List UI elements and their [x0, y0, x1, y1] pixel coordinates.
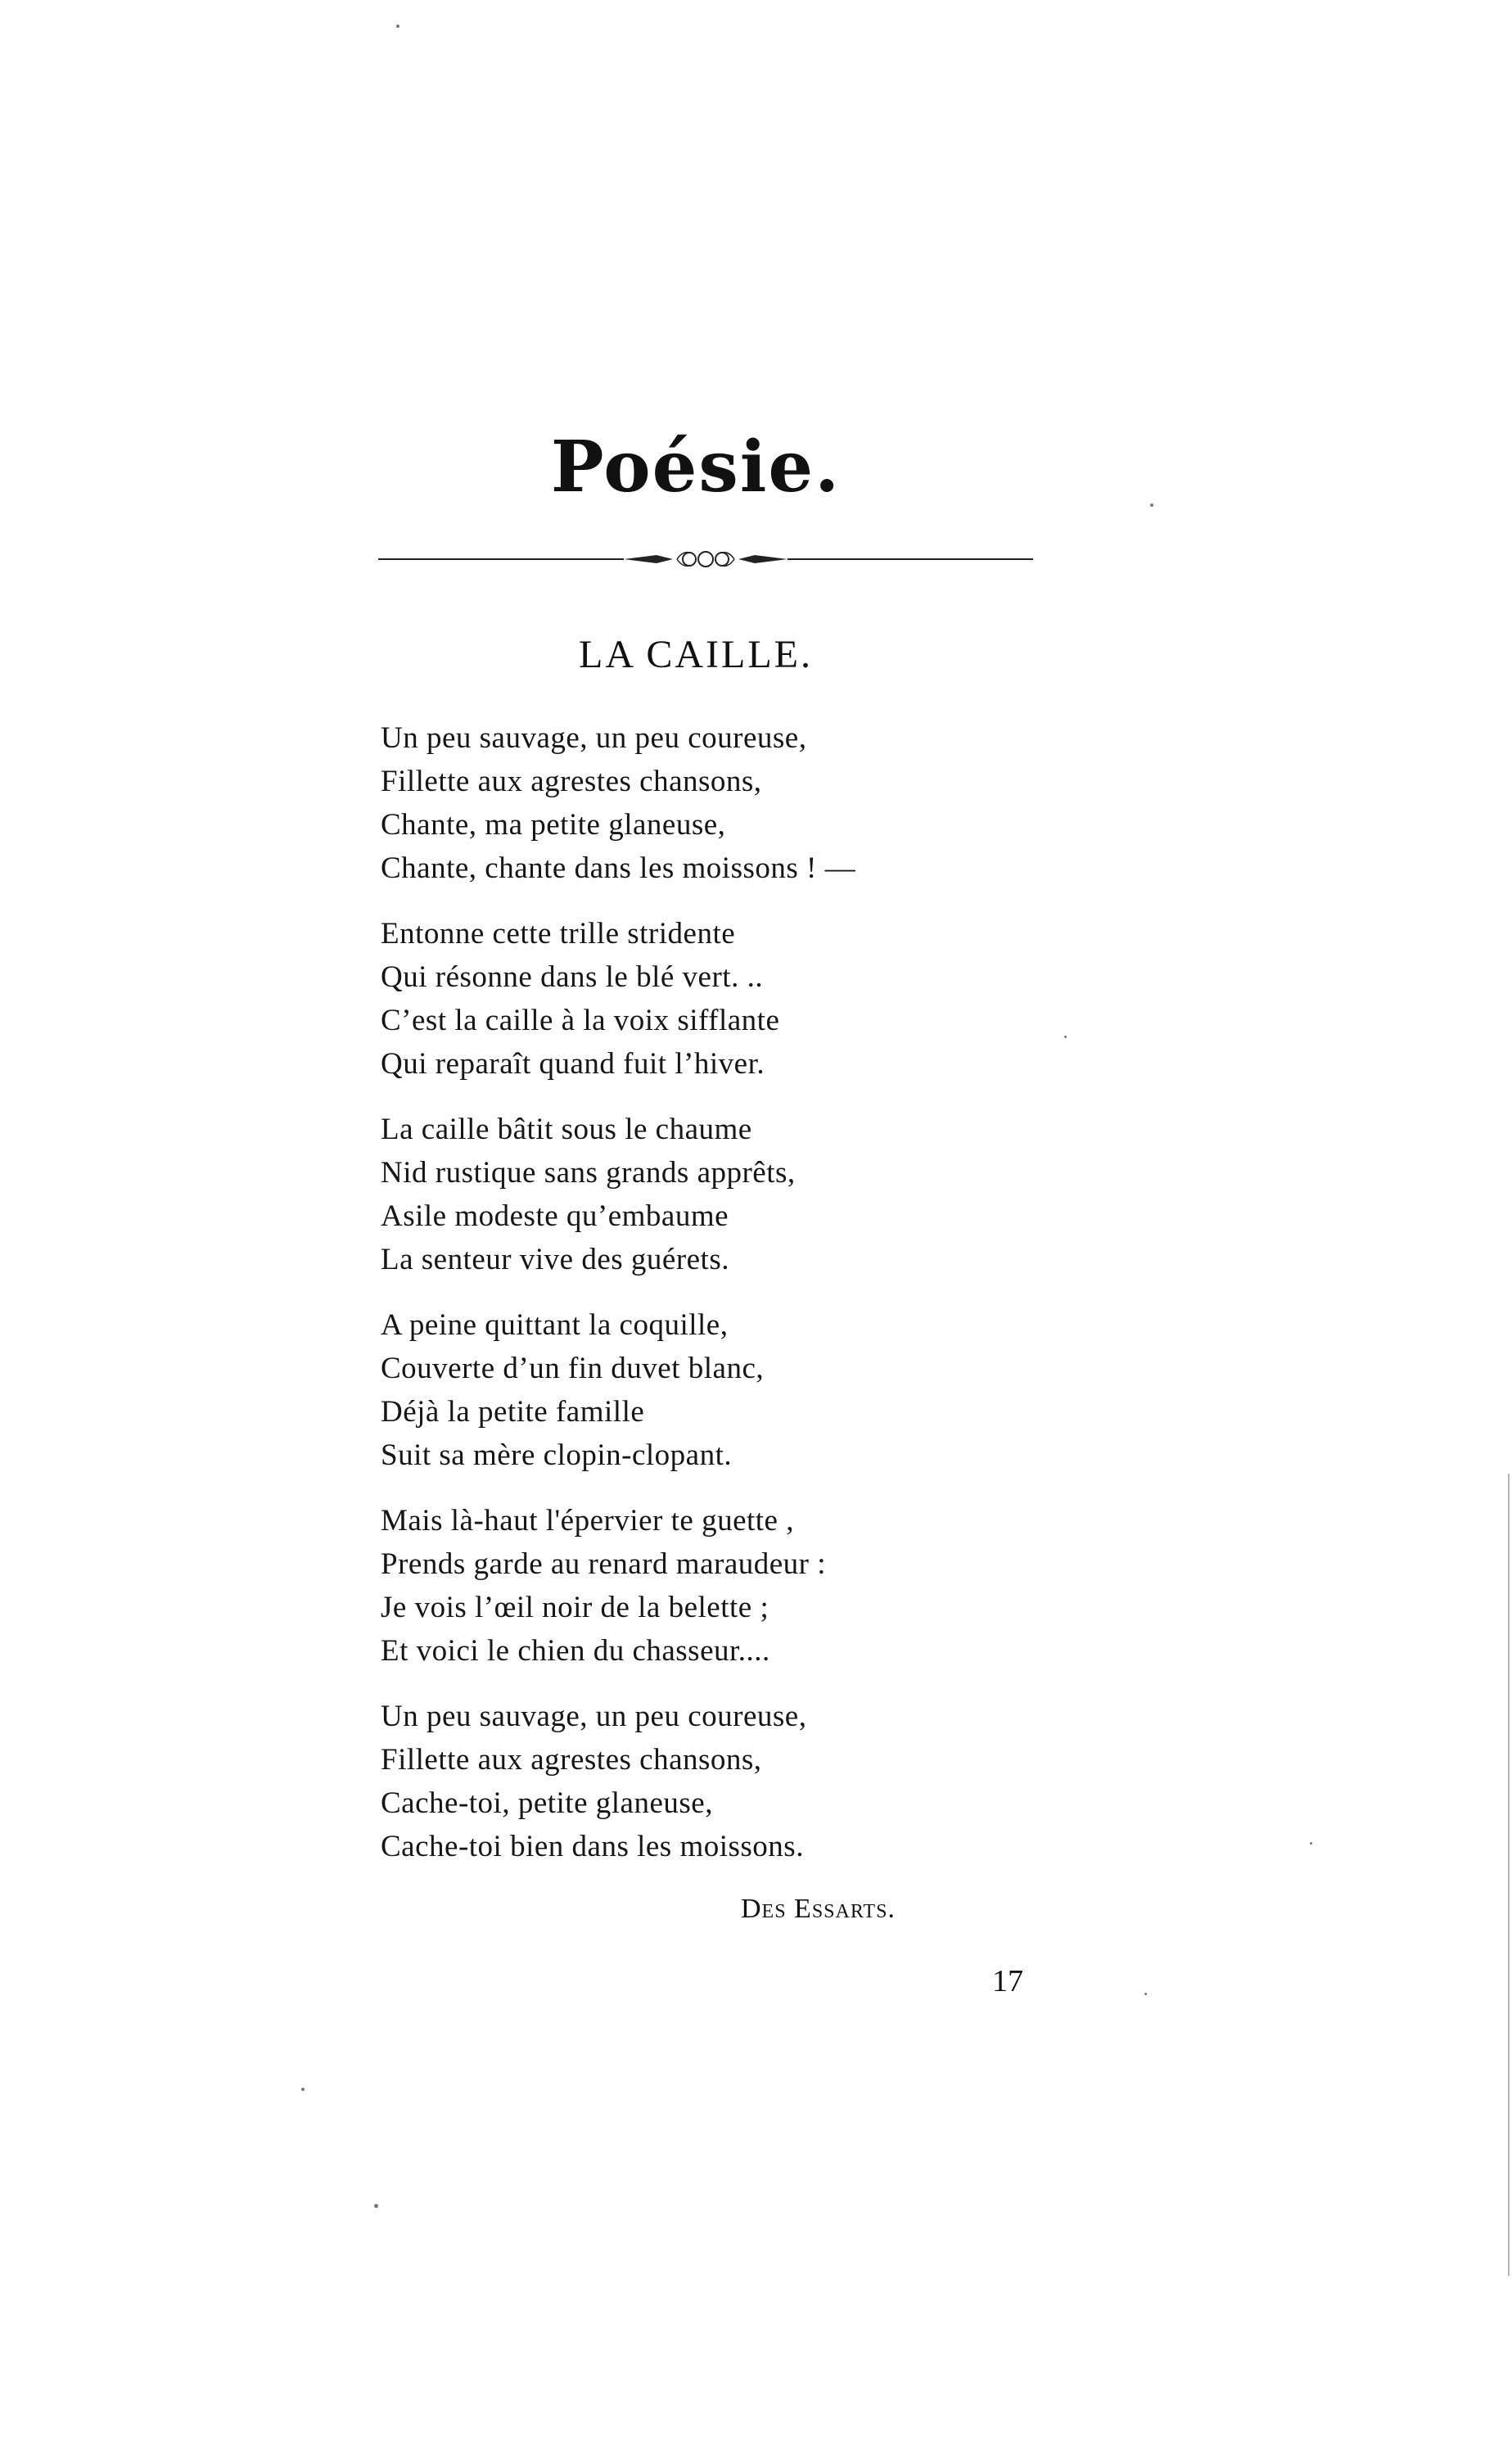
poem-title: LA CAILLE. — [579, 633, 813, 676]
scan-speck — [1144, 1993, 1147, 1995]
poem-line: A peine quittant la coquille, — [381, 1308, 729, 1342]
page-edge-shadow — [1508, 1474, 1510, 2276]
stanza — [381, 1695, 1003, 1868]
scan-speck — [1064, 1036, 1067, 1038]
poem-line: Suit sa mère clopin-clopant. — [381, 1438, 733, 1472]
poem-line: Et voici le chien du chasseur.... — [381, 1634, 770, 1668]
poem-line: Cache-toi bien dans les moissons. — [381, 1830, 804, 1863]
poem-line: Couverte d’un fin duvet blanc, — [381, 1352, 765, 1385]
poem-line: Déjà la petite famille — [381, 1395, 645, 1429]
poem-line: Fillette aux agrestes chansons, — [381, 765, 762, 798]
scan-speck — [396, 25, 399, 28]
poem-line: Je vois l’œil noir de la belette ; — [381, 1591, 770, 1624]
scan-speck — [1310, 1842, 1312, 1845]
poem-line: Fillette aux agrestes chansons, — [381, 1743, 762, 1777]
poem-line: Prends garde au renard maraudeur : — [381, 1547, 827, 1581]
poem-line: Qui résonne dans le blé vert. .. — [381, 960, 764, 994]
stanza — [381, 1108, 1003, 1281]
poem-line: Chante, chante dans les moissons ! — — [381, 851, 856, 885]
poem-line: La caille bâtit sous le chaume — [381, 1113, 752, 1146]
stanza — [381, 1303, 1003, 1477]
poem-line: Entonne cette trille stridente — [381, 917, 736, 951]
ornamental-divider — [378, 547, 1033, 571]
poem-line: C’est la caille à la voix sifflante — [381, 1004, 780, 1037]
scan-speck — [374, 2204, 378, 2208]
poem-body — [381, 716, 1003, 1890]
poem-line: Un peu sauvage, un peu coureuse, — [381, 1700, 807, 1733]
poem-line: Asile modeste qu’embaume — [381, 1199, 729, 1233]
poem-line: Nid rustique sans grands apprêts, — [381, 1156, 796, 1190]
poem-line: Cache-toi, petite glaneuse, — [381, 1786, 713, 1820]
stanza — [381, 1499, 1003, 1673]
scan-speck — [1150, 504, 1153, 507]
stanza — [381, 716, 1003, 890]
poem-line: Chante, ma petite glaneuse, — [381, 808, 726, 842]
poem-line: La senteur vive des guérets. — [381, 1243, 729, 1276]
section-heading: Poésie. — [550, 426, 842, 508]
stanza — [381, 912, 1003, 1086]
page-number: 17 — [992, 1964, 1023, 1998]
author-signature: Des Essarts. — [741, 1894, 896, 1924]
poem-line: Mais là-haut l'épervier te guette , — [381, 1504, 794, 1538]
scan-speck — [301, 2088, 305, 2091]
poem-line: Un peu sauvage, un peu coureuse, — [381, 721, 807, 755]
poem-line: Qui reparaît quand fuit l’hiver. — [381, 1047, 765, 1081]
